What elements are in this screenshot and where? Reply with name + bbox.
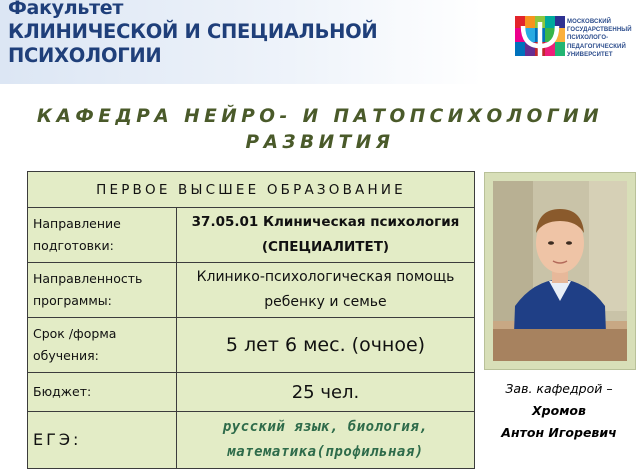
department-title [20,104,620,156]
row-value-line: Клинико-психологическая помощь [196,269,455,285]
row-label-line: обучения: [33,348,99,363]
university-logo [515,16,637,72]
row-value [177,263,475,318]
logo-text-line: ПСИХОЛОГО- [567,35,609,42]
faculty-title-line2: КЛИНИЧЕСКОЙ И СПЕЦИАЛЬНОЙ [8,20,378,43]
row-label-line: подготовки: [33,238,114,253]
portrait-photo [493,181,627,361]
row-value-line: математика(профильная) [227,444,424,460]
row-value: 25 чел. [177,373,475,412]
row-label [28,263,177,318]
logo-text [567,18,632,59]
department-title-line1: КАФЕДРА НЕЙРО- И ПАТОПСИХОЛОГИИ [36,106,604,127]
row-value-line: ребенку и семье [264,294,387,310]
head-title: Зав. кафедрой – [505,381,613,396]
program-info-table [27,171,475,469]
row-label [28,208,177,263]
table-row [28,412,475,469]
head-surname: Хромов [532,403,586,418]
row-label: Бюджет: [28,373,177,412]
row-value-line: 37.05.01 Клиническая психология [191,214,460,230]
row-value: 5 лет 6 мес. (очное) [177,318,475,373]
table-row [28,373,475,412]
head-of-department-caption [478,378,640,444]
department-title-line2: РАЗВИТИЯ [245,132,395,153]
faculty-title-line1: Факультет [8,0,124,19]
row-label [28,318,177,373]
table-row [28,263,475,318]
university-psi-logo-icon [515,16,565,70]
row-label-line: Направление [33,216,121,231]
faculty-title [8,0,377,68]
row-value-line: русский язык, биология, [222,419,429,435]
row-value [177,412,475,469]
logo-text-line: УНИВЕРСИТЕТ [567,51,613,58]
table-row [28,318,475,373]
row-value-line: (СПЕЦИАЛИТЕТ) [261,239,390,255]
logo-text-line: ГОСУДАРСТВЕННЫЙ [567,27,632,34]
photo-frame [484,172,636,370]
row-label-line: программы: [33,293,112,308]
logo-text-line: МОСКОВСКИЙ [567,19,612,25]
table-caption: ПЕРВОЕ ВЫСШЕЕ ОБРАЗОВАНИЕ [28,172,475,208]
table-row [28,208,475,263]
row-value [177,208,475,263]
faculty-title-line3: ПСИХОЛОГИИ [8,44,162,67]
logo-text-line: ПЕДАГОГИЧЕСКИЙ [567,43,626,50]
row-label-line: Направленность [33,271,143,286]
head-name: Антон Игоревич [501,425,617,440]
row-label-line: Срок /форма [33,326,117,341]
row-label: ЕГЭ: [28,412,177,469]
